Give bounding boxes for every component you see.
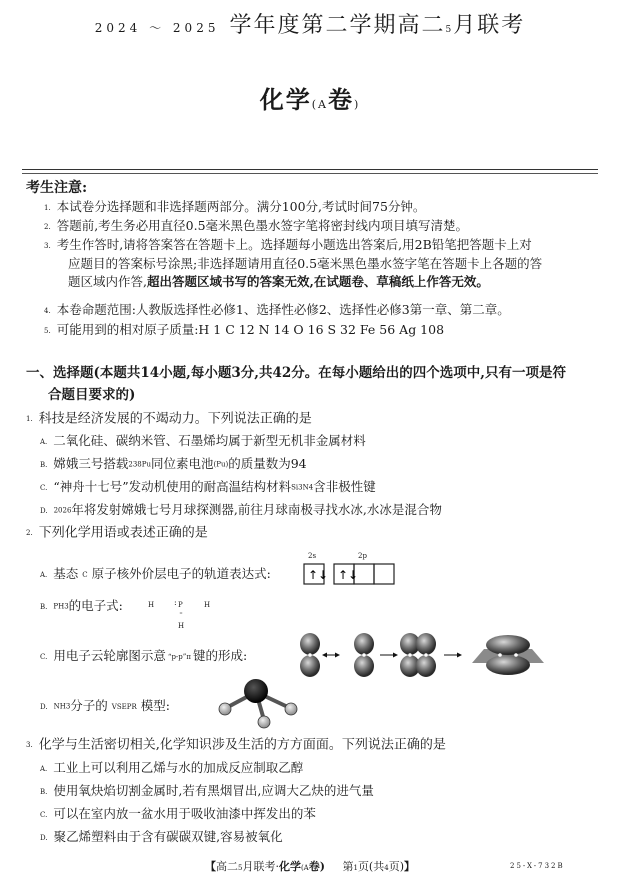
year-number: 2026 (53, 506, 72, 515)
question-number: 2. (26, 529, 33, 537)
footer-bracket: 】 (404, 860, 415, 873)
electron-formula (148, 596, 218, 636)
question-text: 科技是经济发展的不竭动力。下列说法正确的是 (38, 411, 312, 427)
question-2-option-b (40, 597, 123, 616)
option-label: C. (40, 652, 48, 661)
footer-grade: 高二 (215, 860, 238, 873)
atom-h: H (178, 622, 185, 630)
option-text: 二氧化硅、碳纳米管、石墨烯均属于新型无机非金属材料 (53, 433, 366, 448)
chemical-formula: PH3 (53, 602, 69, 611)
option-text: 同位素电池 (150, 456, 214, 471)
element-symbol: (Pu) (213, 460, 229, 469)
orbital-diagram (298, 552, 398, 588)
atom-p: P (178, 601, 183, 609)
svg-text:↑↓: ↑↓ (338, 568, 359, 582)
subject-variant-close: ) (353, 98, 361, 111)
section-heading (26, 362, 600, 406)
option-text: 用电子云轮廓图示意 (53, 648, 166, 663)
question-text: 下列化学用语或表述正确的是 (38, 525, 208, 541)
section-line-1: 一、选择题(本题共14小题,每小题3分,共42分。在每小题给出的四个选项中,只有一项是符 (26, 365, 566, 381)
section-line-2: 合题目要求的) (48, 387, 136, 403)
notice-num: 5. (44, 326, 51, 335)
option-text: 聚乙烯塑料由于含有碳碳双键,容易被氧化 (53, 829, 283, 844)
footer-bracket: 【 (204, 860, 216, 873)
footer-variant-word: 卷) (308, 860, 325, 873)
option-label: C. (40, 810, 48, 819)
notice-title: 考生注意: (26, 180, 88, 196)
subject-name: 化学 (259, 85, 312, 114)
chemical-formula: NH3 (53, 702, 71, 711)
option-text: 嫦娥三号搭载 (53, 456, 129, 471)
exam-title (0, 8, 620, 39)
notice-num: 2. (44, 222, 51, 231)
element-symbol: C (82, 570, 88, 579)
footer-subject: 化学 (278, 860, 301, 873)
divider-thick (22, 169, 598, 170)
option-text: 工业上可以利用乙烯与水的加成反应制取乙醇 (53, 760, 304, 775)
option-label: A. (40, 570, 48, 579)
svg-text:↑↓: ↑↓ (308, 568, 329, 582)
exam-month: 5 (445, 25, 454, 35)
orbital-label-2s: 2s (308, 552, 317, 560)
notice-text: 本卷命题范围:人教版选择性必修1、选择性必修2、选择性必修3第一章、第二章。 (56, 302, 510, 317)
notice-num: 3. (44, 241, 51, 250)
option-text: 含非极性键 (313, 479, 376, 494)
option-label: B. (40, 787, 48, 796)
footer-page-mid: 页(共 (357, 860, 385, 873)
atom-h: H (148, 601, 155, 609)
option-text: 模型: (140, 698, 170, 713)
question-number: 3. (26, 741, 33, 749)
bond-type: “p-p”π (167, 652, 191, 661)
footer-text: 月联考· (242, 860, 279, 873)
option-text: 的质量数为94 (228, 456, 307, 471)
option-text: 原子核外价层电子的轨道表达式: (91, 566, 271, 581)
notice-text: 考生作答时,请将答案答在答题卡上。选择题每小题选出答案后,用2B铅笔把答题卡上对 (56, 237, 532, 252)
model-name: VSEPR (111, 702, 137, 711)
notice-num: 4. (44, 306, 51, 315)
footer-page-number: 1 (353, 864, 358, 872)
exam-title-part1: 学年度第二学期高二 (229, 13, 446, 38)
exam-code: 25-X-732B (510, 862, 565, 870)
option-label: D. (40, 833, 48, 842)
option-label: C. (40, 483, 48, 492)
footer-page-total: 4 (384, 864, 389, 872)
notice-item-2 (44, 217, 600, 236)
notice-text: 可能用到的相对原子质量:H 1 C 12 N 14 O 16 S 32 Fe 56 Ag 108 (56, 322, 445, 337)
question-2-option-a (40, 565, 271, 584)
question-2-stem (26, 524, 208, 543)
notice-text: 答题前,考生务必用直径0.5毫米黑色墨水签字笔将密封线内项目填写清楚。 (56, 218, 469, 233)
electron-dots-icon: : (174, 598, 177, 607)
option-text: 键的形成: (192, 648, 248, 663)
notice-item-1 (44, 198, 600, 217)
option-label: A. (40, 437, 48, 446)
notice-text: 题区域内作答, (68, 273, 147, 289)
question-2-option-d (40, 697, 170, 716)
option-label: D. (40, 702, 48, 711)
question-3-option-b (40, 782, 374, 801)
notice-item-4 (44, 301, 600, 320)
option-text: 使用氧炔焰切割金属时,若有黑烟冒出,应调大乙炔的进气量 (53, 783, 374, 798)
footer-page-post: 页) (388, 860, 404, 873)
option-label: B. (40, 602, 48, 611)
question-1-option-b (40, 455, 307, 474)
footer-month: 5 (237, 864, 243, 872)
subject-title (0, 80, 620, 115)
option-text: “神舟十七号”发动机使用的耐高温结构材料 (53, 479, 292, 494)
question-3-option-a (40, 759, 303, 778)
notice-item-5 (44, 321, 600, 340)
question-1-option-c (40, 478, 376, 497)
question-number: 1. (26, 415, 33, 423)
vsepr-model-diagram (214, 678, 298, 730)
option-text: 可以在室内放一盆水用于吸收油漆中挥发出的苯 (53, 806, 316, 821)
question-3-option-d (40, 828, 283, 847)
notice-text: 本试卷分选择题和非选择题两部分。满分100分,考试时间75分钟。 (56, 199, 426, 214)
question-text: 化学与生活密切相关,化学知识涉及生活的方方面面。下列说法正确的是 (38, 737, 446, 753)
option-label: B. (40, 460, 48, 469)
subject-variant-open: (A (311, 98, 328, 111)
option-label: A. (40, 764, 48, 773)
option-text: 基态 (53, 566, 79, 581)
orbital-label-2p: 2p (358, 552, 367, 560)
notice-item-3 (44, 236, 600, 291)
notice-text-bold: 超出答题区域书写的答案无效,在试题卷、草稿纸上作答无效。 (146, 273, 489, 289)
notice-num: 1. (44, 203, 51, 212)
divider-thin (22, 173, 598, 174)
atom-h: H (204, 601, 211, 609)
question-2-option-c (40, 647, 247, 666)
isotope-symbol: 238Pu (128, 460, 151, 469)
footer-variant: (A (300, 864, 309, 872)
chemical-formula: Si3N4 (291, 483, 314, 492)
question-3-stem (26, 736, 446, 755)
option-text: 的电子式: (68, 598, 123, 613)
question-1-stem (26, 410, 312, 429)
electron-cloud-diagram (292, 632, 554, 678)
footer-page-pre: 第 (342, 860, 354, 873)
subject-variant-word: 卷 (327, 85, 354, 114)
orbital-boxes (298, 562, 398, 586)
notice-text: 应题目的答案标号涂黑;非选择题请用直径0.5毫米黑色墨水签字笔在答题卡上各题的答 (68, 255, 543, 271)
exam-title-part2: 月联考 (453, 13, 526, 38)
option-text: 年将发射嫦娥七号月球探测器,前往月球南极寻找水冰,水冰是混合物 (71, 502, 442, 517)
question-1-option-d (40, 501, 442, 520)
question-1-option-a (40, 432, 366, 451)
option-label: D. (40, 506, 48, 515)
question-3-option-c (40, 805, 316, 824)
exam-year: 2024 ～ 2025 (94, 21, 220, 35)
option-text: 分子的 (70, 698, 108, 713)
electron-dots-icon: ¨ (179, 612, 183, 621)
